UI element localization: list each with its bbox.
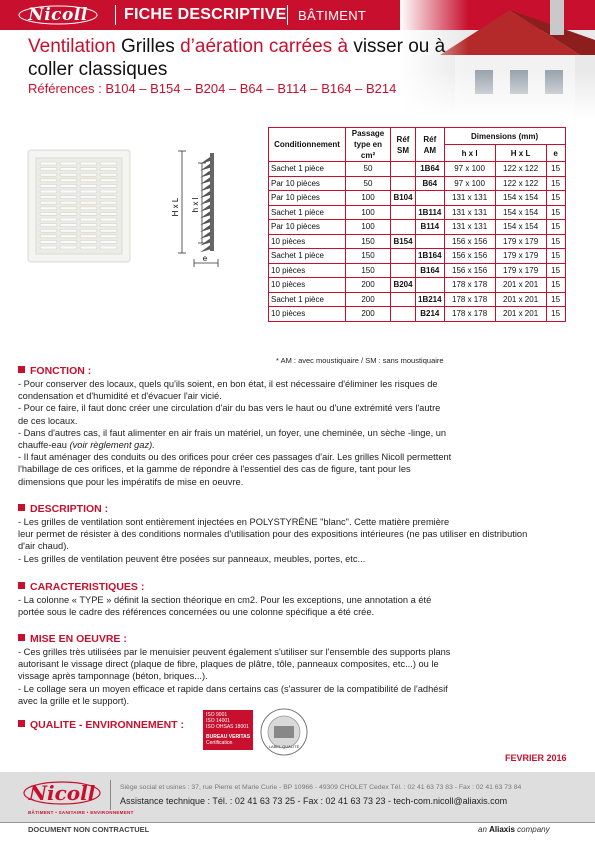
cell-ref-am bbox=[416, 191, 445, 206]
text-line: dimensions que pour les impératifs de mise en oeuvre. bbox=[18, 476, 244, 487]
section-title-text: FONCTION : bbox=[30, 365, 92, 377]
cell-ref-am: 1B164 bbox=[416, 249, 445, 264]
footer-assistance: Assistance technique : Tél. : 02 41 63 73 25 - Fax : 02 41 63 73 23 - tech-com.nicoll@aliaxis.com bbox=[120, 796, 508, 806]
logo-text: Nicoll bbox=[28, 5, 88, 25]
bv-sub-label: Certification bbox=[206, 740, 233, 746]
cell-e: 15 bbox=[546, 205, 565, 220]
label-HxL: H x L bbox=[171, 197, 180, 217]
cell-ref-am bbox=[416, 234, 445, 249]
table-row bbox=[269, 307, 566, 322]
cell-hxl: 131 x 131 bbox=[444, 205, 495, 220]
document-date: FEVRIER 2016 bbox=[505, 753, 567, 763]
cell-hxl: 97 x 100 bbox=[444, 176, 495, 191]
text-line: de ces locaux. bbox=[18, 415, 78, 426]
text-line: avec la grille et le support). bbox=[18, 695, 130, 706]
cell-e: 15 bbox=[546, 191, 565, 206]
doc-category: BÂTIMENT bbox=[298, 8, 367, 23]
cell-e: 15 bbox=[546, 162, 565, 177]
cell-e: 15 bbox=[546, 307, 565, 322]
text-line bbox=[18, 439, 578, 451]
title-part: Grilles bbox=[120, 36, 175, 57]
cell-HxL: 201 x 201 bbox=[495, 307, 546, 322]
company-name: Aliaxis bbox=[489, 825, 515, 834]
table-row bbox=[269, 292, 566, 307]
cell-passage: 200 bbox=[346, 292, 391, 307]
cell-ref-am: 1B114 bbox=[416, 205, 445, 220]
footer-tagline: BÂTIMENT • SANITAIRE • ENVIRONNEMENT bbox=[28, 810, 134, 815]
cell-ref-am bbox=[416, 278, 445, 293]
section-title-text: MISE EN OEUVRE : bbox=[30, 633, 127, 645]
doc-type-title: FICHE DESCRIPTIVE bbox=[124, 6, 287, 23]
cell-ref-sm bbox=[391, 292, 416, 307]
cell-passage: 150 bbox=[346, 263, 391, 278]
text-fragment-italic: (voir règlement gaz). bbox=[69, 440, 155, 451]
table-row bbox=[269, 278, 566, 293]
cell-HxL: 201 x 201 bbox=[495, 292, 546, 307]
text-line: - Il faut aménager des conduits ou des orifices pour créer ces passages d'air. Les grilles Nicoll permettent bbox=[18, 452, 452, 463]
text-line: - Dans d'autres cas, il faut alimenter en air frais un matériel, un foyer, une cheminée, un sèche -linge, un bbox=[18, 427, 447, 438]
company-post: company bbox=[514, 825, 550, 834]
cell-ref-sm bbox=[391, 220, 416, 235]
table-row bbox=[269, 234, 566, 249]
cell-ref-sm bbox=[391, 249, 416, 264]
section-fonction-title bbox=[18, 365, 91, 378]
cell-HxL: 154 x 154 bbox=[495, 205, 546, 220]
section-title-text: DESCRIPTION : bbox=[30, 503, 109, 515]
cell-HxL: 122 x 122 bbox=[495, 176, 546, 191]
cell-HxL: 154 x 154 bbox=[495, 191, 546, 206]
cell-ref-sm: B154 bbox=[391, 234, 416, 249]
cell-conditionnement: Sachet 1 pièce bbox=[269, 292, 346, 307]
label-hxl: h x l bbox=[191, 197, 200, 213]
cell-ref-sm bbox=[391, 162, 416, 177]
title-part: d’aération carrées bbox=[180, 36, 333, 57]
cell-hxl: 131 x 131 bbox=[444, 191, 495, 206]
cell-passage: 50 bbox=[346, 176, 391, 191]
references-line: Références : B104 – B154 – B204 – B64 – B114 – B164 – B214 bbox=[28, 81, 397, 96]
footer-divider bbox=[110, 780, 111, 810]
col-HxL: H x L bbox=[495, 145, 546, 162]
text-line: - Pour conserver des locaux, quels qu'ils soient, en bon état, il est nécessaire d'éliminer les risques de bbox=[18, 379, 438, 389]
title-part: visser ou à bbox=[353, 36, 446, 57]
cell-hxl: 156 x 156 bbox=[444, 249, 495, 264]
profile-diagram bbox=[160, 145, 250, 275]
cell-hxl: 178 x 178 bbox=[444, 278, 495, 293]
cell-ref-am: 1B214 bbox=[416, 292, 445, 307]
cell-passage: 100 bbox=[346, 205, 391, 220]
cell-e: 15 bbox=[546, 220, 565, 235]
cell-ref-am: B214 bbox=[416, 307, 445, 322]
cell-hxl: 131 x 131 bbox=[444, 220, 495, 235]
cell-hxl: 178 x 178 bbox=[444, 307, 495, 322]
cell-e: 15 bbox=[546, 292, 565, 307]
cell-hxl: 156 x 156 bbox=[444, 234, 495, 249]
cell-conditionnement: 10 pièces bbox=[269, 307, 346, 322]
cell-HxL: 179 x 179 bbox=[495, 263, 546, 278]
bureau-veritas-certification-logo bbox=[203, 710, 253, 750]
section-title-text: QUALITE - ENVIRONNEMENT : bbox=[30, 719, 184, 731]
cell-conditionnement: 10 pièces bbox=[269, 234, 346, 249]
cell-ref-am: B114 bbox=[416, 220, 445, 235]
cell-conditionnement: Par 10 pièces bbox=[269, 220, 346, 235]
cell-HxL: 122 x 122 bbox=[495, 162, 546, 177]
table-row bbox=[269, 220, 566, 235]
cell-ref-sm: B104 bbox=[391, 191, 416, 206]
text-line: vissage après tamponnage (béton, briques...). bbox=[18, 671, 208, 682]
text-line: - Les grilles de ventilation peuvent être posées sur panneaux, meubles, portes, etc... bbox=[18, 553, 366, 564]
label-e: e bbox=[202, 254, 208, 263]
cell-HxL: 201 x 201 bbox=[495, 278, 546, 293]
company-pre: an bbox=[478, 825, 490, 834]
seal-label: LABEL QUALITÉ bbox=[268, 744, 300, 749]
col-hxl: h x l bbox=[444, 145, 495, 162]
cell-conditionnement: Par 10 pièces bbox=[269, 191, 346, 206]
cell-passage: 100 bbox=[346, 191, 391, 206]
text-line: - Les grilles de ventilation sont entièrement injectées en POLYSTYRÈNE "blanc". Cette matière première bbox=[18, 517, 450, 527]
cell-hxl: 156 x 156 bbox=[444, 263, 495, 278]
text-line: - Ces grilles très utilisées par le menuisier peuvent également s'utiliser sur l'ensemble des supports plans bbox=[18, 647, 451, 657]
text-line: autorisant le vissage direct (plaque de fibre, plaques de plâtre, tôle, panneaux composites, etc...) ou le bbox=[18, 659, 439, 670]
cell-passage: 200 bbox=[346, 278, 391, 293]
table-footnote: * AM : avec moustiquaire / SM : sans moustiquaire bbox=[276, 356, 444, 365]
col-ref-sm: Réf SM bbox=[391, 128, 416, 162]
col-e: e bbox=[546, 145, 565, 162]
spec-table bbox=[268, 127, 566, 322]
title-part: coller classiques bbox=[28, 59, 168, 80]
cell-ref-am: B164 bbox=[416, 263, 445, 278]
cell-HxL: 154 x 154 bbox=[495, 220, 546, 235]
title-part: à bbox=[337, 36, 349, 57]
col-passage: Passage type en cm² bbox=[346, 128, 391, 162]
table-row bbox=[269, 263, 566, 278]
document-disclaimer: DOCUMENT NON CONTRACTUEL bbox=[28, 825, 150, 834]
footer-nicoll-logo bbox=[22, 780, 102, 812]
text-line: l'habillage de ces orifices, et la gamme de répondre à l'essentiel des cas de figure, tant pour les bbox=[18, 464, 411, 475]
cell-conditionnement: Par 10 pièces bbox=[269, 176, 346, 191]
col-dimensions: Dimensions (mm) bbox=[444, 128, 565, 145]
cell-conditionnement: Sachet 1 pièce bbox=[269, 205, 346, 220]
section-description-title bbox=[18, 503, 108, 516]
cell-e: 15 bbox=[546, 249, 565, 264]
bv-label: BUREAU VERITAS bbox=[206, 734, 251, 740]
text-line: - La colonne « TYPE » définit la section théorique en cm2. Pour les exceptions, une annotation a été bbox=[18, 595, 432, 605]
cell-hxl: 178 x 178 bbox=[444, 292, 495, 307]
iso-label: ISO 9001 bbox=[206, 712, 228, 718]
cell-ref-sm bbox=[391, 205, 416, 220]
aliaxis-company bbox=[478, 825, 550, 834]
cell-conditionnement: 10 pièces bbox=[269, 278, 346, 293]
cell-ref-sm bbox=[391, 307, 416, 322]
cell-e: 15 bbox=[546, 234, 565, 249]
text-line: condensation et d'humidité et d'évacuer l'air vicié. bbox=[18, 391, 222, 402]
product-title bbox=[28, 35, 468, 81]
section-caracteristiques-title bbox=[18, 581, 144, 594]
table-row bbox=[269, 205, 566, 220]
text-fragment: chauffe-eau bbox=[18, 440, 70, 451]
text-line: - Le collage sera un moyen efficace et rapide dans certains cas (s'assurer de la compatibilité de l'adhésif bbox=[18, 683, 448, 694]
nicoll-logo bbox=[18, 5, 98, 25]
title-part: Ventilation bbox=[28, 36, 116, 57]
header-divider bbox=[287, 5, 288, 25]
table-row bbox=[269, 249, 566, 264]
cell-conditionnement: Sachet 1 pièce bbox=[269, 249, 346, 264]
section-caracteristiques-body bbox=[18, 594, 578, 618]
text-line: leur permet de résister à des conditions normales d'utilisation pour des expositions intérieures (ne pas utiliser en distribution bbox=[18, 529, 528, 540]
cell-conditionnement: 10 pièces bbox=[269, 263, 346, 278]
section-fonction-body bbox=[18, 378, 578, 488]
cell-HxL: 179 x 179 bbox=[495, 249, 546, 264]
cell-passage: 50 bbox=[346, 162, 391, 177]
col-ref-am: Réf AM bbox=[416, 128, 445, 162]
cell-passage: 150 bbox=[346, 249, 391, 264]
cell-ref-am: 1B64 bbox=[416, 162, 445, 177]
section-mise-body bbox=[18, 646, 578, 707]
cell-e: 15 bbox=[546, 176, 565, 191]
footer-logo-text: Nicoll bbox=[28, 781, 96, 805]
section-mise-title bbox=[18, 633, 127, 646]
table-row bbox=[269, 176, 566, 191]
section-description-body bbox=[18, 516, 578, 565]
cell-e: 15 bbox=[546, 278, 565, 293]
col-conditionnement: Conditionnement bbox=[269, 128, 346, 162]
section-qualite-title bbox=[18, 719, 184, 732]
iso-label: ISO OHSAS 18001 bbox=[206, 724, 249, 730]
cell-ref-sm bbox=[391, 176, 416, 191]
footer-address: Siège social et usines : 37, rue Pierre et Marie Curie - BP 10966 - 49309 CHOLET Cedex Tél. : 02 41 63 73 83 - Fax : 02 41 63 73 84 bbox=[120, 784, 522, 791]
cell-passage: 100 bbox=[346, 220, 391, 235]
cell-passage: 200 bbox=[346, 307, 391, 322]
cell-hxl: 97 x 100 bbox=[444, 162, 495, 177]
grille-product-image bbox=[24, 146, 134, 266]
table-row bbox=[269, 162, 566, 177]
cell-ref-am: B64 bbox=[416, 176, 445, 191]
quality-label-seal bbox=[260, 708, 308, 756]
text-line: - Pour ce faire, il faut donc créer une circulation d'air du bas vers le haut ou d'une extrémité vers l'autre bbox=[18, 403, 441, 414]
header-divider bbox=[115, 5, 116, 25]
cell-passage: 150 bbox=[346, 234, 391, 249]
text-line: portée sous le cadre des références concernées ou une colonne spécifique a été crée. bbox=[18, 607, 375, 618]
iso-label: ISO 14001 bbox=[206, 718, 230, 724]
cell-e: 15 bbox=[546, 263, 565, 278]
cell-conditionnement: Sachet 1 pièce bbox=[269, 162, 346, 177]
cell-ref-sm bbox=[391, 263, 416, 278]
cell-ref-sm: B204 bbox=[391, 278, 416, 293]
section-title-text: CARACTERISTIQUES : bbox=[30, 581, 145, 593]
table-row bbox=[269, 191, 566, 206]
text-line: d'air chaud). bbox=[18, 541, 69, 552]
cell-HxL: 179 x 179 bbox=[495, 234, 546, 249]
